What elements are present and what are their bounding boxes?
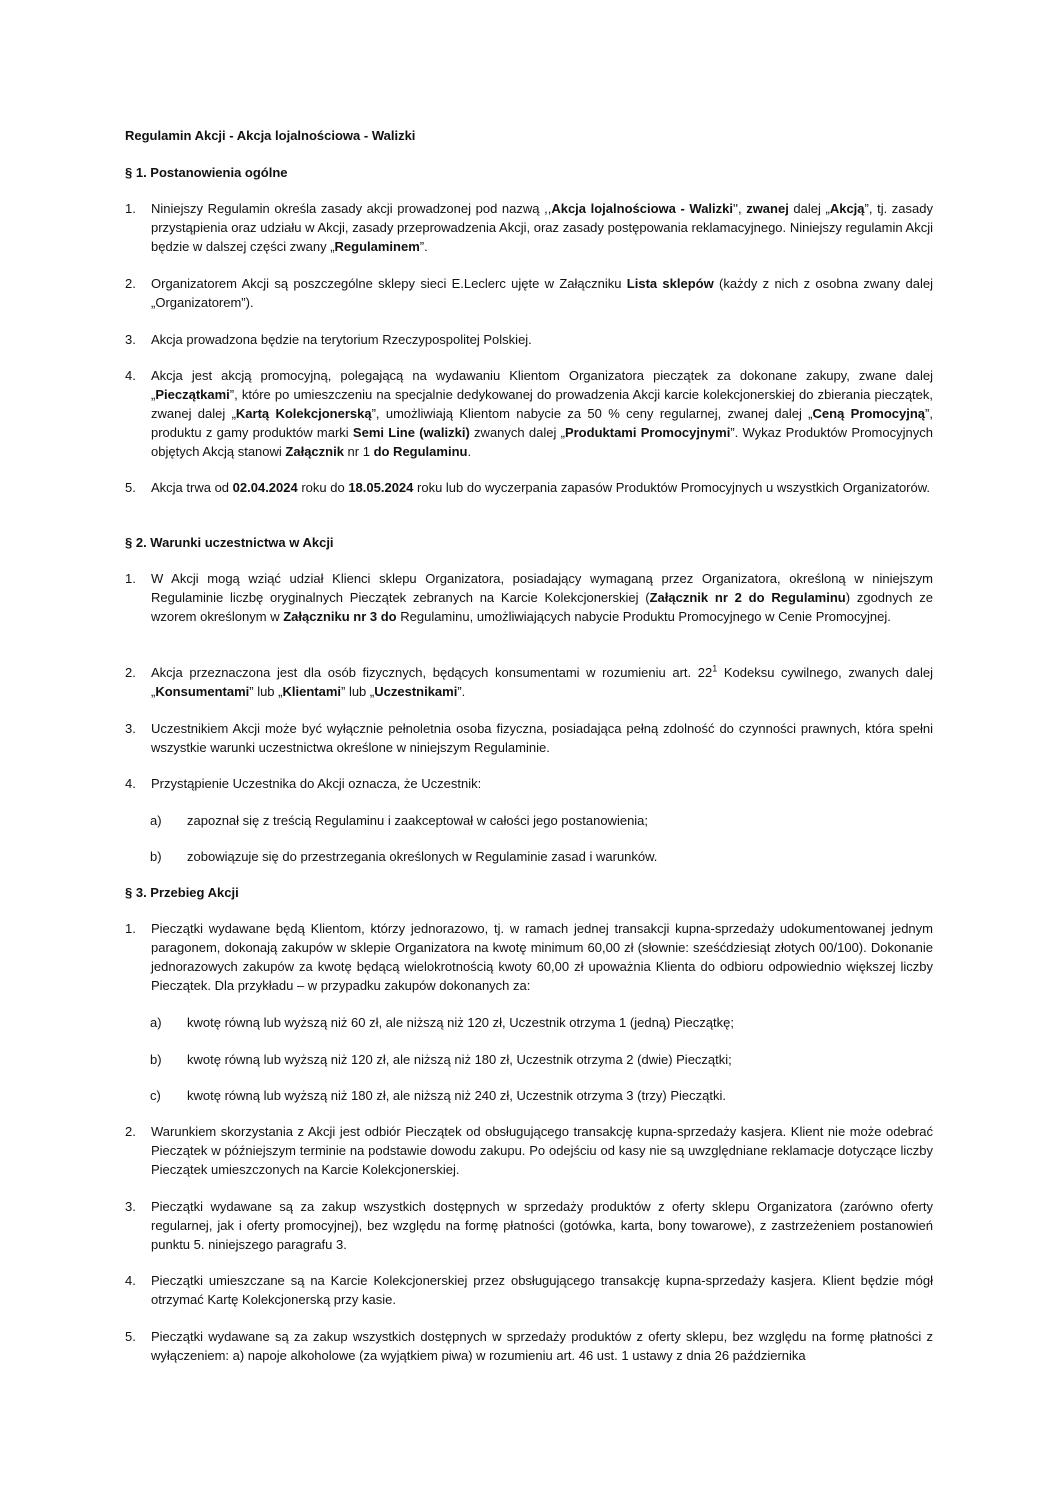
list-item: 5. Akcja trwa od 02.04.2024 roku do 18.05.2024 roku lub do wyczerpania zapasów Produktów Promocyjnych u wszystkich Organizatorów. xyxy=(125,480,931,495)
list-item: 4. Przystąpienie Uczestnika do Akcji oznacza, że Uczestnik: xyxy=(125,776,482,791)
sub-list-item: b) kwotę równą lub wyższą niż 120 zł, ale niższą niż 180 zł, Uczestnik otrzyma 2 (dwie) Pieczątki; xyxy=(150,1052,732,1067)
list-item: 1. Niniejszy Regulamin określa zasady akcji prowadzonej pod nazwą ,,Akcja lojalnościowa - Walizki'', zwanej dalej „Akcją”, tj. zasady przystąpienia oraz udziału w Akcji, zasady przeprowadzenia Akcji, oraz zasady postępowania reklamacyjnego. Niniejszy regulamin Akcji będzie w dalszej części zwany „Regulaminem”. xyxy=(125,201,933,254)
document-title: Regulamin Akcji - Akcja lojalnościowa - Walizki xyxy=(125,128,416,143)
list-item: 3. Pieczątki wydawane są za zakup wszystkich dostępnych w sprzedaży produktów z oferty sklepu Organizatora (zarówno oferty regularnej, jak i oferty promocyjnej), bez względu na formę płatności (gotówka, karta, bony towarowe), z zastrzeżeniem postanowień punktu 5. niniejszego paragrafu 3. xyxy=(125,1199,933,1252)
sub-list-item: a) kwotę równą lub wyższą niż 60 zł, ale niższą niż 120 zł, Uczestnik otrzyma 1 (jedną) Pieczątkę; xyxy=(150,1015,734,1030)
sub-list-item: a) zapoznał się z treścią Regulaminu i zaakceptował w całości jego postanowienia; xyxy=(150,813,649,828)
section-1-heading: § 1. Postanowienia ogólne xyxy=(125,165,288,180)
list-item: 3. Uczestnikiem Akcji może być wyłącznie pełnoletnia osoba fizyczna, posiadająca pełną zdolność do czynności prawnych, która spełni wszystkie warunki uczestnictwa określone w niniejszym Regulaminie. xyxy=(125,721,933,755)
section-3-heading: § 3. Przebieg Akcji xyxy=(125,885,239,900)
sub-list-item: c) kwotę równą lub wyższą niż 180 zł, ale niższą niż 240 zł, Uczestnik otrzyma 3 (trzy) Pieczątki. xyxy=(150,1088,726,1103)
list-item: 2. Organizatorem Akcji są poszczególne sklepy sieci E.Leclerc ujęte w Załączniku Lista sklepów (każdy z nich z osobna zwany dalej „Organizatorem”). xyxy=(125,276,933,310)
sub-list-item: b) zobowiązuje się do przestrzegania określonych w Regulaminie zasad i warunków. xyxy=(150,849,658,864)
list-item: 4. Akcja jest akcją promocyjną, polegającą na wydawaniu Klientom Organizatora pieczątek za dokonane zakupy, zwane dalej „Pieczątkami”, które po umieszczeniu na specjalnie dedykowanej do prowadzenia Akcji karcie kolekcjonerskiej do zbierania pieczątek, zwanej dalej „Kartą Kolekcjonerską”, umożliwiają Klientom nabycie za 50 % ceny regularnej, zwanej dalej „Ceną Promocyjną”, produktu z gamy produktów marki Semi Line (walizki) zwanych dalej „Produktami Promocyjnymi”. Wykaz Produktów Promocyjnych objętych Akcją stanowi Załącznik nr 1 do Regulaminu. xyxy=(125,368,933,459)
list-item: 4. Pieczątki umieszczane są na Karcie Kolekcjonerskiej przez obsługującego transakcję kupna-sprzedaży kasjera. Klient będzie mógł otrzymać Kartę Kolekcjonerską przy kasie. xyxy=(125,1273,933,1307)
list-item: 1. W Akcji mogą wziąć udział Klienci sklepu Organizatora, posiadający wymaganą przez Organizatora, określoną w niniejszym Regulaminie liczbę oryginalnych Pieczątek zebranych na Karcie Kolekcjonerskiej (Załącznik nr 2 do Regulaminu) zgodnych ze wzorem określonym w Załączniku nr 3 do Regulaminu, umożliwiających nabycie Produktu Promocyjnego w Cenie Promocyjnej. xyxy=(125,571,933,624)
list-item: 3. Akcja prowadzona będzie na terytorium Rzeczypospolitej Polskiej. xyxy=(125,332,532,347)
list-item: 2. Warunkiem skorzystania z Akcji jest odbiór Pieczątek od obsługującego transakcję kupna-sprzedaży kasjera. Klient nie może odebrać Pieczątek w późniejszym terminie na podstawie dowodu zakupu. Po odejściu od kasy nie są uwzględniane reklamacje dotyczące liczby Pieczątek umieszczonych na Karcie Kolekcjonerskiej. xyxy=(125,1124,933,1177)
list-item: 2. Akcja przeznaczona jest dla osób fizycznych, będących konsumentami w rozumieniu art. $22^1$ Kodeksu cywilnego, zwanych dalej „Konsumentami” lub „Klientami” lub „Uczestnikami”. xyxy=(125,663,933,699)
list-item: 5. Pieczątki wydawane są za zakup wszystkich dostępnych w sprzedaży produktów z oferty sklepu, bez względu na formę płatności z wyłączeniem: a) napoje alkoholowe (za wyjątkiem piwa) w rozumieniu art. 46 ust. 1 ustawy z dnia 26 października xyxy=(125,1329,933,1363)
section-2-heading: § 2. Warunki uczestnictwa w Akcji xyxy=(125,535,334,550)
list-item: 1. Pieczątki wydawane będą Klientom, którzy jednorazowo, tj. w ramach jednej transakcji kupna-sprzedaży udokumentowanej jednym paragonem, dokonają zakupów w sklepie Organizatora na kwotę minimum 60,00 zł (słownie: sześćdziesiąt złotych 00/100). Dokonanie jednorazowych zakupów za kwotę będącą wielokrotnością kwoty 60,00 zł upoważnia Klienta do odbioru odpowiednio większej liczby Pieczątek. Dla przykładu – w przypadku zakupów dokonanych za: xyxy=(125,921,933,993)
